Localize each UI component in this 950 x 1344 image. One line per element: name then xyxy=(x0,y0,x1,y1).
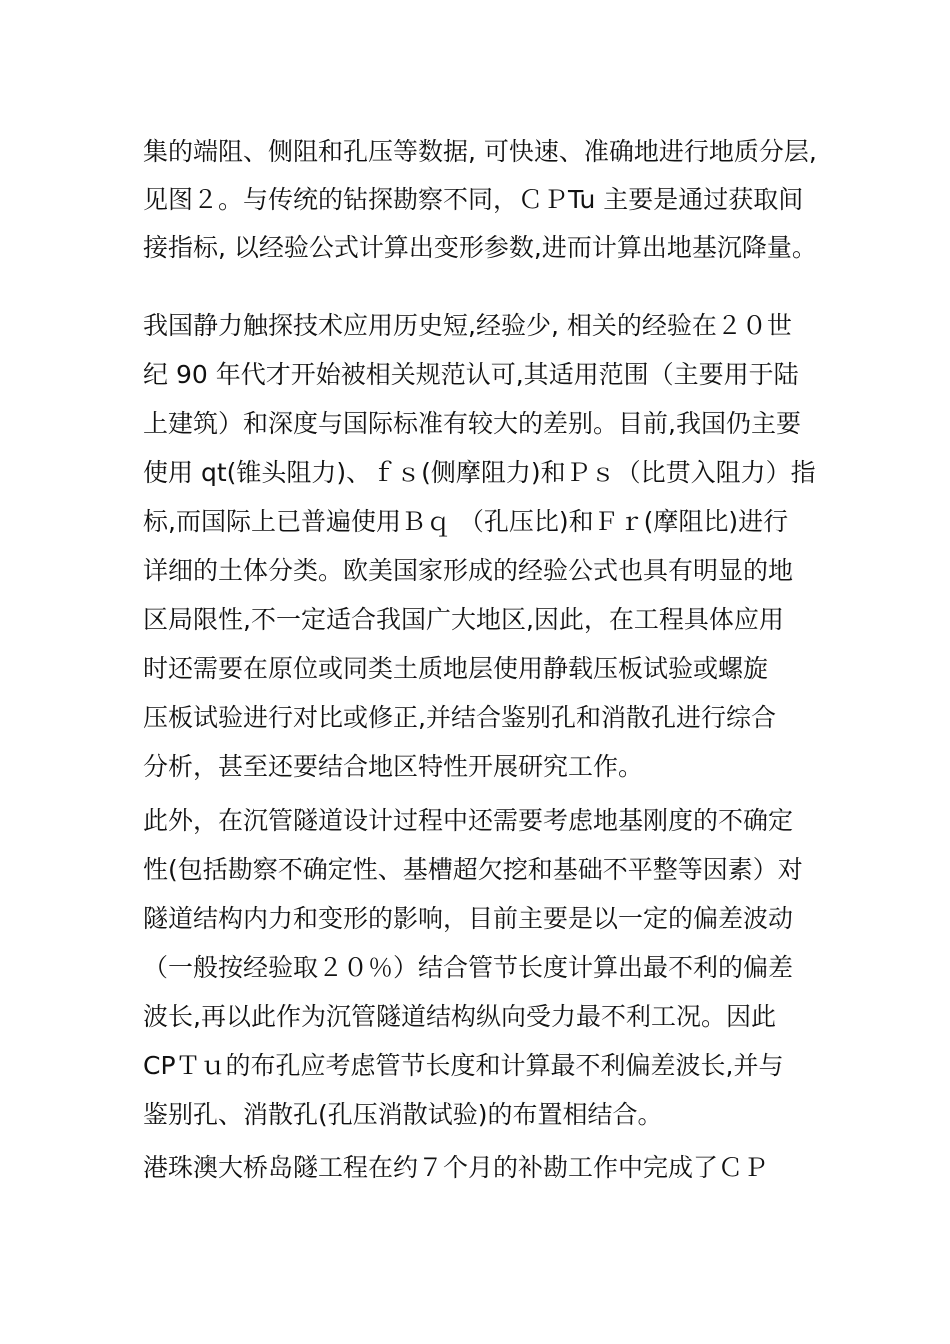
text-line: CPＴｕ的布孔应考虑管节长度和计算最不利偏差波长,并与 xyxy=(143,1051,784,1080)
text-line: 纪 90 年代才开始被相关规范认可,其适用范围（主要用于陆 xyxy=(143,360,799,389)
text-line: 我国静力触探技术应用历史短,经验少, 相关的经验在２０世 xyxy=(143,311,792,340)
text-line: 上建筑）和深度与国际标准有较大的差别。目前,我国仍主要 xyxy=(143,409,801,438)
text-line: 见图２。与传统的钻探勘察不同，ＣＰTu 主要是通过获取间 xyxy=(143,185,804,214)
text-line: 压板试验进行对比或修正,并结合鉴别孔和消散孔进行综合 xyxy=(143,703,776,732)
text-line: 接指标, 以经验公式计算出变形参数,进而计算出地基沉降量。 xyxy=(143,233,817,262)
text-line: 时还需要在原位或同类土质地层使用静载压板试验或螺旋 xyxy=(143,654,769,683)
text-line: 波长,再以此作为沉管隧道结构纵向受力最不利工况。因此 xyxy=(143,1002,776,1031)
text-line: 港珠澳大桥岛隧工程在约７个月的补勘工作中完成了ＣＰ xyxy=(143,1153,769,1182)
text-line: 性(包括勘察不确定性、基槽超欠挖和基础不平整等因素）对 xyxy=(143,855,803,884)
text-line: 隧道结构内力和变形的影响，目前主要是以一定的偏差波动 xyxy=(143,904,794,933)
text-line: （一般按经验取２０％）结合管节长度计算出最不利的偏差 xyxy=(143,953,794,982)
text-line: 详细的土体分类。欧美国家形成的经验公式也具有明显的地 xyxy=(143,556,794,585)
text-line: 分析，甚至还要结合地区特性开展研究工作。 xyxy=(143,752,644,781)
text-line: 标,而国际上已普遍使用Ｂｑ （孔压比)和Ｆｒ(摩阻比)进行 xyxy=(143,507,789,536)
text-line: 区局限性,不一定适合我国广大地区,因此，在工程具体应用 xyxy=(143,605,784,634)
text-line: 集的端阻、侧阻和孔压等数据, 可快速、准确地进行地质分层, xyxy=(143,137,817,166)
text-line: 使用 qt(锥头阻力)、ｆｓ(侧摩阻力)和Ｐｓ（比贯入阻力）指 xyxy=(143,458,816,487)
text-line: 鉴别孔、消散孔(孔压消散试验)的布置相结合。 xyxy=(143,1100,663,1129)
text-line: 此外，在沉管隧道设计过程中还需要考虑地基刚度的不确定 xyxy=(143,806,794,835)
